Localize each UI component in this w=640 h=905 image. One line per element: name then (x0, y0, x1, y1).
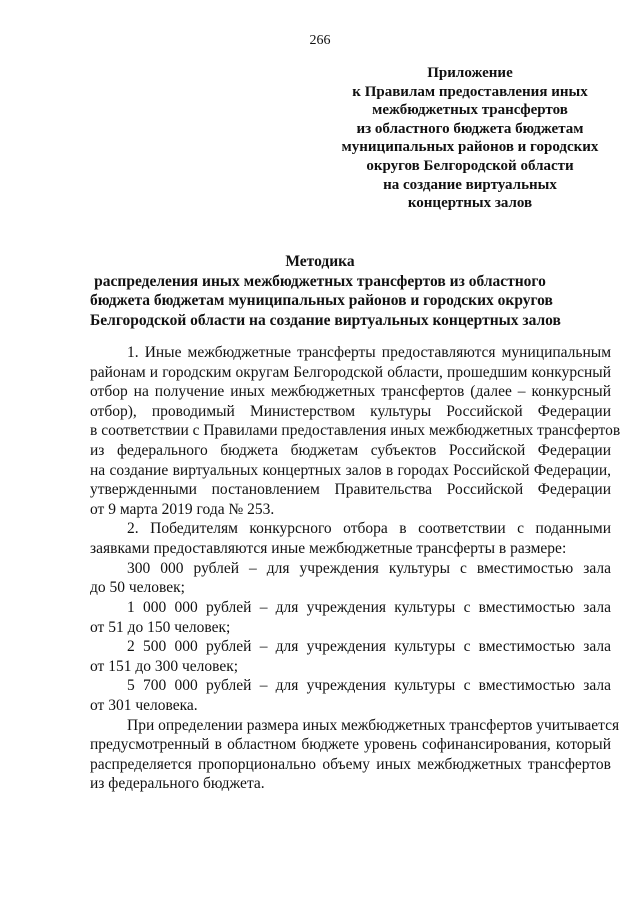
amount-item-line: 300 000 рублей – для учреждения культуры с вместимостью зала (127, 559, 611, 577)
appendix-line: из областного бюджета бюджетам (356, 120, 584, 137)
amount-item-line: 5 700 000 рублей – для учреждения культуры с вместимостью зала (127, 677, 611, 695)
amount-item-line: от 151 до 300 человек; (90, 657, 239, 675)
document-title (90, 252, 561, 330)
amount-item-line: 2 500 000 рублей – для учреждения культуры с вместимостью зала (127, 638, 611, 656)
body-text (90, 343, 621, 794)
appendix-line: концертных залов (407, 195, 533, 212)
paragraph-1-line: отбор), проводимый Министерством культуры Российской Федерации (90, 402, 611, 420)
title-line: бюджета бюджетам муниципальных районов и городских округов (90, 292, 553, 309)
title-line: Методика (285, 253, 355, 270)
title-line: распределения иных межбюджетных трансфертов из областного (94, 272, 546, 290)
appendix-line: межбюджетных трансфертов (372, 102, 568, 119)
amount-item-line: от 51 до 150 человек; (90, 618, 231, 636)
paragraph-3-line: предусмотренный в областном бюджете уровень софинансирования, который (90, 736, 611, 754)
paragraph-2-line: 2. Победителям конкурсного отбора в соответствии с поданными (127, 520, 611, 538)
paragraph-3-line: распределяется пропорционально объему иных межбюджетных трансфертов (90, 755, 611, 773)
paragraph-1-line: отбор на получение иных межбюджетных трансфертов (далее – конкурсный (90, 383, 611, 401)
paragraph-1-line: в соответствии с Правилами предоставления иных межбюджетных трансфертов (90, 422, 621, 440)
paragraph-2-line: заявками предоставляются иные межбюджетные трансферты в размере: (90, 540, 567, 558)
appendix-line: к Правилам предоставления иных (352, 83, 588, 100)
paragraph-1-line: 1. Иные межбюджетные трансферты предоставляются муниципальным (127, 344, 611, 361)
amount-item-line: до 50 человек; (90, 579, 185, 597)
paragraph-1-line: от 9 марта 2019 года № 253. (90, 500, 275, 518)
appendix-line: муниципальных районов и городских (341, 139, 599, 156)
appendix-heading (330, 64, 610, 213)
page-number: 266 (309, 33, 331, 48)
amount-item-line: 1 000 000 рублей – для учреждения культуры с вместимостью зала (127, 598, 611, 616)
paragraph-3-line: При определении размера иных межбюджетных трансфертов учитывается (127, 716, 620, 734)
appendix-line: на создание виртуальных (383, 176, 557, 193)
paragraph-1-line: на создание виртуальных концертных залов в городах Российской Федерации, (90, 461, 611, 479)
title-line: Белгородской области на создание виртуальных концертных залов (90, 311, 561, 329)
paragraph-1-line: утвержденными постановлением Правительства Российской Федерации (90, 481, 611, 499)
amount-item-line: от 301 человека. (90, 696, 198, 714)
appendix-line: округов Белгородской области (366, 157, 574, 174)
appendix-line: Приложение (427, 65, 513, 81)
paragraph-3-line: из федерального бюджета. (90, 775, 265, 793)
paragraph-1-line: районам и городским округам Белгородской области, прошедшим конкурсный (90, 363, 611, 381)
paragraph-1-line: из федерального бюджета бюджетам субъектов Российской Федерации (90, 442, 611, 460)
